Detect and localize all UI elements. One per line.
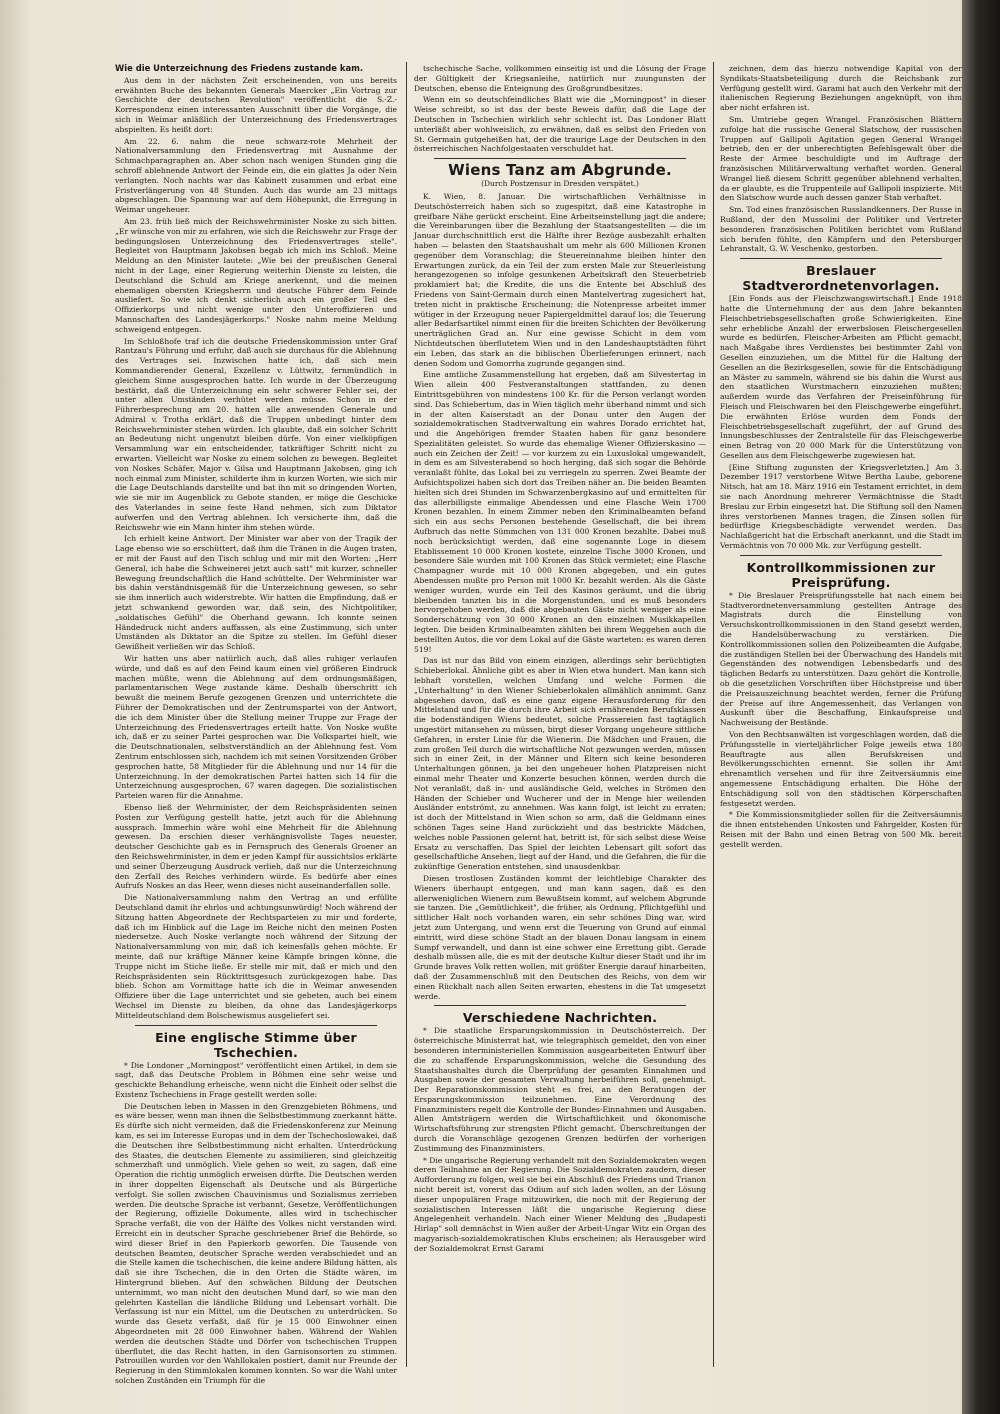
- article-headline: Wiens Tanz am Abgrunde.: [448, 161, 672, 180]
- column-rule: [406, 62, 407, 1367]
- paragraph: Sm. Umtriebe gegen Wrangel. Französischen Blättern zufolge hat die russische General Slatschow, der russischen Truppen auf Gallipoli Agitation gegen General Wrangel betrieb, den er der unberechtigten Befehlsgewalt über die Reste der Armee beschuldigte und im Auftrage der französischen Militärverwaltung verhaftet worden. General Wrangel ließ diesem Schritt gegenüber ablehnend verhalten, da er glaubte, es die Truppenteile auf Gallipoli inspizierte. Mit den Slatschow wurde auch dessen ganzer Stab verhaftet.: [720, 114, 962, 203]
- article-headline: Verschiedene Nachrichten.: [462, 1010, 658, 1026]
- paragraph: * Die staatliche Ersparungskommission in Deutschösterreich. Der österreichische Ministerrat hat, wie telegraphisch gemeldet, den von einer besonderen interministeriellen Kommission ausgearbeiteten Entwurf über die zu schaffende Ersparungskommission, welche die Gesundung des Staatshaushaltes durch die Überprüfung der gesamten Einnahmen und Ausgaben sowie der gesamten Verwaltung herbeiführen soll, genehmigt. Der Reparationskommission steht es frei, an den Beratungen der Ersparungskommission teilzunehmen. Eine Verordnung des Finanzministers regelt die Kontrolle der Bundes-Einnahmen und Ausgaben. Allen Amtsträgern werden die Wirtschaftlichkeit und ökonomische Wirtschaftsführung zur strengsten Pflicht gemacht. Überschreitungen der durch die Voranschläge gezogenen Grenzen bedürfen der vorherigen Zustimmung des Finanzministers.: [414, 1026, 706, 1153]
- paragraph: Am 22. 6. nahm die neue schwarz-rote Mehrheit der Nationalversammlung den Friedensvertrag mit Ausnahme der Schmachparagraphen an. Aber schon nach wenigen Stunden ging die schroff ablehnende Antwort der Feinde ein, die ein glattes Ja oder Nein verlangten. Noch nachts war das Kabinett zusammen und erbat eine Fristverlängerung von 48 Stunden. Auch das wurde am 23 mittags abgeschlagen. Die Spannung war auf dem Höhepunkt, die Erregung in Weimar ungeheuer.: [115, 136, 397, 215]
- paragraph: * Die ungarische Regierung verhandelt mit den Sozialdemokraten wegen deren Teilnahme an der Regierung. Die Sozialdemokraten zaudern, dieser Aufforderung zu folgen, weil sie bei ein Abschluß des Friedens und Trianon nicht bereit ist, vorerst das Odium auf sich laden wollen, an der Lösung dieser unpopulären Frage mitzuwirken, die noch mit der Regierung der sozialistischen Interessen läßt die ungarische Regierung diese Angelegenheit verhandeln. Nach einer Wiener Meldung des „Budapesti Hirlap" soll demnächst in Wien außer der Arbeit-Ungar Witz ein Organ des magyarisch-sozialdemokratischen Klubs erscheinen; als Herausgeber wird der Sozialdemokrat Ernst Garami: [414, 1155, 706, 1253]
- article-headline: Breslauer Stadtverordnetenvorlagen.: [742, 263, 940, 294]
- article-body: [720, 294, 962, 551]
- paragraph: * Die Kommissionsmitglieder sollen für die Zeitversäumnis die ihnen entstehenden Unkosten und Fahrgelder, Kosten für Reisen mit der Bahn und einen Betrag von 500 Mk. bereit gestellt werden.: [720, 810, 962, 849]
- paragraph: Die Nationalversammlung nahm den Vertrag an und erfüllte Deutschland damit ihr ehrlos und achtungsunwürdig! Noch während der Sitzung hatten Abgeordnete der Rechtsparteien zu mir und forderte, daß ich im Hinblick auf die Lage im Reiche nicht den meinen Posten niedersetze. Auch Noske verlangte noch während der Sitzung der Nationalversammlung von mir, daß ich keinesfalls gehen möchte. Er meinte, daß nur kräftige Männer keine Kämpfe bringen könne, die Truppe nicht im Stiche ließe. Er stelle mir mit, daß er mich und den Reichspräsidenten sein Rücktrittsgesuch zurückgezogen habe. Das blieb. Schon am Vormittage hatte ich die in Weimar anwesenden Offiziere über die Lage unterrichtet und sie gebeten, auch bei einem Wechsel im Dienste zu bleiben, da ohne das Landesjägerkorps Mitteldeutschland dem Bolschewismus ausgeliefert sei.: [115, 893, 397, 1020]
- article-body: [414, 1026, 706, 1253]
- article-body: [414, 192, 706, 1001]
- article-body: [414, 64, 706, 154]
- divider: [135, 1025, 377, 1026]
- article-body: [720, 64, 962, 254]
- paragraph: Sm. Tod eines französischen Russlandkenners. Der Russe in Rußland, der den Mussolini der Politiker und Vertreter besonderen französischen Politiken berichtet vom Rußland sich berufen fühlte, den Kämpfern und den Petersburger Lehranstalt, G. W. Veschenko, gestorben.: [720, 205, 962, 254]
- paragraph: Diesen trostlosen Zuständen kommt der leichtlebige Charakter des Wieners überhaupt entgegen, und man kann sagen, daß es den allerweniglichen Wienern zum Bewußtsein kommt, auf welchem Abgrunde sie tanzen. Die „Gemütlichkeit", die früher, als Ordnung, Pflichtgefühl und sittlicher Halt noch vorhanden waren, ein sehr schönes Ding war, wird jetzt zum Untergang, und wenn erst die Teuerung von Grund auf einmal eintritt, wird diese schöne Stadt an der blauen Donau langsam in einem Sumpf verwandelt, und dann ist eine schwer eine Errettung gibt. Gerade deshalb müssen alle, die es mit der deutsche Kultur dieser Stadt und ihr im Grunde braves Volk retten wollen, mit größter Energie darauf hinarbeiten, daß der Zusammenschluß mit den Deutschen des Reichs, von dem wir einen Rückhalt nach allen Seiten erwarten, ehestens in die Tat umgesetzt werde.: [414, 873, 706, 1001]
- article-body: [720, 591, 962, 850]
- article-headline: Wie die Unterzeichnung des Friedens zustande kam.: [115, 63, 364, 73]
- paragraph: K. Wien, 8. Januar. Die wirtschaftlichen Verhältnisse in Deutschösterreich haben sich so zugespitzt, daß eine Katastrophe in greifbare Nähe gerückt erscheint. Eine Arbeitseinstellung jagt die andere; die Vereinbarungen über die Bezahlung der Staatsangestellten — die im Januar durchschnittlich erst die Hälfte ihrer Bezüge ausbezahlt erhalten haben — belasten den Staatshaushalt um mehr als 600 Millionen Kronen gegenüber dem Voranschlag; die Steuereinnahme bleiben hinter den Erwartungen zurück, da ein Teil der zum ersten Male zur Steuerleistung herangezogenen so infolge gesunkenen Arbeitskraft den Steuerbetrieb proklamiert hat; die Kredite, die uns die Entente bei Abschluß des Friedens von Saint-Germain durch einen Mantelvertrag zugesichert hat, treten nicht in praktische Erscheinung; die Notenpresse arbeitet immer wütiger in der Erzeugung neuer Papiergeldmittel darauf los; die Teuerung aller Bedarfsartikel nimmt einen für die breiten Schichten der Bevölkerung unerträglichen Grad an. Nur eine gewisse Schicht in dem vom Nichtdeutschen überflutetem Wien und in den Landeshauptstädten führt ein Leben, das stark an die biblischen Überlieferungen erinnert, nach denen Sodom und Gomorrha zugrunde gegangen sind.: [414, 191, 706, 368]
- divider: [740, 555, 942, 556]
- paragraph: tschechische Sache, vollkommen einseitig ist und die Lösung der Frage der Gültigkeit der Kriegsanleihe, natürlich nur zuungunsten der Deutschen, ebenso die Enteignung des Großgrundbesitzes.: [414, 64, 706, 93]
- paragraph: Am 23. früh ließ mich der Reichswehrminister Noske zu sich bitten. „Er wünsche von mir zu erfahren, wie sich die Reichswehr zur Frage der bedingungslosen Unterzeichnung des Friedensvertrages stelle". Begleitet von Hauptmann Jakobsen begab ich mich ins Schloß. Meine Meldung an den Minister lautete: „Wie bei der preußischen General nicht in der Lage, einer Regierung weiterhin Dienste zu leisten, die Deutschland die Schuld am Kriege anerkennt, und die meinen ehemaligen obersten Kriegsherrn und deutsche Führer dem Feinde ausliefert. So wie ich denkt sicherlich auch ein großer Teil des Offizierkorps und nicht wenige unter den Unteroffizieren und Mannschaften des Landesjägerkorps." Noske nahm meine Meldung schweigend entgegen.: [115, 216, 397, 334]
- book-spine-shadow: [962, 0, 1000, 1414]
- article-headline: Kontrollkommissionen zur Preisprüfung.: [746, 559, 936, 590]
- paragraph: Wenn ein so deutschfeindliches Blatt wie die „Morningpost" in dieser Weise schreibt, so ist das der beste Beweis dafür, daß die Lage der Deutschen in Tschechien wirklich sehr schlecht ist. Das Londoner Blatt unterläßt aber wohlweislich, zu erwähnen, daß es selbst den Frieden von St. Germain gutgeheißen hat, der die traurige Lage der Deutschen in den österreichischen Nachfolgestaaten verschuldet hat.: [414, 95, 706, 154]
- article-headline: Eine englische Stimme über Tschechien.: [155, 1029, 357, 1060]
- paragraph: Ebenso ließ der Wehrminister, der dem Reichspräsidenten seinen Posten zur Verfügung gestellt hatte, jetzt auch für die Ablehnung aussprach. Immerhin wäre wohl eine Mehrheit für die Ablehnung gewesen. Da erschien dieser verhängnisvollste Tages neuester, deutscher Geschichte gab es in Fernspruch des Generals Groener an den Reichswehrminister, in dem er jeden Kampf für aussichtslos erklärte und seiner Überzeugung Ausdruck verlieh, daß nur die Unterzeichnung den Zerfall des Reiches verhindern würde. Es bedürfe aber eines Aufrufs Noskes an das Heer, wenn dieses nicht auseinanderfallen solle.: [115, 802, 397, 891]
- divider: [434, 158, 686, 159]
- paragraph: Das ist nur das Bild von einem einzigen, allerdings sehr berüchtigten Schieberlokal. Ähnliche gibt es aber in Wien etwa hundert. Man kann sich lebhaft vorstellen, welchen Umfang und welche Formen die „Unterhaltung" in den Wiener Schieberlokalen allmählich annimmt. Ganz abgesehen davon, daß es eine ganz eigene Herausforderung für den Mittelstand und für die durch ihre Arbeit sich ernährenden Berufsklassen die bodenständigen Wiens bedeutet, solche Prassereien fast tagtäglich ungestört mitansehen zu müssen, birgt dieser Vorgang ungeheure sittliche Gefahren, in erster Linie für die Wienerin. Die Mädchen und Frauen, die zum großen Teil durch die wirtschaftliche Not gezwungen werden, müssen sich in einer Zeit, in der Männer und Eltern sich keine besonderen Unterhaltungen gönnen, ja bei den ungeheuer hohen Platzpreisen nicht einmal mehr Theater und Konzerte besuchen können, werden durch die Not veranlaßt, daß in- und ausländische Geld, welches in Strömen den Händen der Schieber und Wucherer und der in Menge hier weilenden Ausländer entströmt, zu annehmen. Was kann folgt, ist leicht zu erraten; ist doch der Mittelstand in Wien schon so arm, daß die Geldmann eines schönen Tages seine Hand zurückzieht und das bestrickte Mädchen, welches noble Passionen gelernt hat, betritt ist, für sich selbst diese Weise Ersatz zu verschaffen. Das Spiel der leichten Lebensart gilt sofort das gesellschaftliche Ansehen, liegt auf der Hand, und die Gefahren, die für die zukünftige Generation entstehen, sind unausdenkbar.: [414, 656, 706, 872]
- divider: [434, 1005, 686, 1006]
- column-2: [414, 64, 706, 1374]
- article-body: [115, 76, 397, 1021]
- divider: [740, 258, 942, 259]
- paragraph: Ich erhielt keine Antwort. Der Minister war aber von der Tragik der Lage ebenso wie so erschüttert, daß ihm die Tränen in die Augen traten, er mit der Faust auf den Tisch schlug und mir mit den Worten: „Herr General, ich habe die Schweinerei jetzt auch satt" mit kurzer, schneller Bewegung freundschaftlich die Hand schüttelte. Der Wehrminister war bis dahin verständnisgemäß für die Unterzeichnung gewesen, so sehr sie ihm innerlich auch widerstrebte. Wir hatten die Empfindung, daß er jetzt schwankend geworden war, daß sein, des Nichtpolitiker, „soldatisches Gefühl" die Oberhand gewann. Ich konnte seinen Händedruck nicht anders auffassen, als eine Zustimmung, sich unter Umständen als Diktator an die Spitze zu stellen. Im Gefühl dieser Gewißheit verließen wir das Schloß.: [115, 534, 397, 652]
- paragraph: [Ein Fonds aus der Fleischzwangswirtschaft.] Ende 1918 hatte die Unternehmung der aus dem Jahre bekannten Fleischbetriebsgesellschaften große Schwierigkeiten. Eine sehr erhebliche Anzahl der erwerbslosen Fleischergesellen wurde es bedürfen, Fleischer-Arbeiten am Pflicht gemacht, nach Maßgabe ihres Verdienstes bei bestimmter Zahl von Gesellen einzuziehen, um die Mittel für die Haltung der Gesellen an die Bezirksgesellen, sowie für die Entschädigung an Mäster zu sammeln, während sie bis dahin die Wurst aus den staatlichen Wurstmachern einzuziehen mußten; außerdem wurde das Verfahren der Preiseinführung für Fleisch und Fleischwaren bei den Fleischgewerbe eingeführt. Die erwähnten Erlöse wurden dem Fonds der Fleischbetriebsgesellschaft zugeführt, der auf Grund des Innungsbeschlusses der Zentralstelle für das Fleischgewerbe einen Betrag von 20 000 Mark für die Unterstützung von Gesellen aus dem Fleischgewerbe zugewiesen hat.: [720, 294, 962, 460]
- article-body: [115, 1061, 397, 1386]
- paragraph: Aus dem in der nächsten Zeit erscheinenden, von uns bereits erwähnten Buche des bekannten Generals Maercker „Ein Vortrag zur Geschichte der deutschen Revolution" veröffentlicht die S.-Z.-Korrespondenz einen interessanten Ausschnitt über die Vorgänge, die sich in Weimar anläßlich der Unterzeichnung des Friedensvertrages abspielten. Es heißt dort:: [115, 75, 397, 134]
- column-1: [115, 63, 397, 1385]
- paragraph: [Eine Stiftung zugunsten der Kriegsverletzten.] Am 3. Dezember 1917 verstorbene Witwe Bertha Laube, geborene Nitsch, hat am 18. März 1916 ein Testament errichtet, in dem sie nach Anordnung mehrerer Vermächtnisse die Stadt Breslau zur Erbin eingesetzt hat. Die Stiftung soll den Namen ihres verstorbenen Mannes tragen, die Zinsen sollen für bedürftige Kriegsbeschädigte verwendet werden. Das Nachlaßgericht hat die Erbschaft anerkannt, und die Stadt im Vermächtnis von 70 000 Mk. zur Verfügung gestellt.: [720, 462, 962, 551]
- paragraph: zeichnen, dem das hierzu notwendige Kapital von der Syndikats-Staatsbeteiligung durch die Reichsbank zur Verfügung gestellt wird. Garami hat auch den Verkehr mit der italienischen Regierung Beziehungen angeknüpft, von ihm aber nicht erfahren ist.: [720, 64, 962, 113]
- column-3: [720, 64, 962, 1374]
- column-rule: [713, 62, 714, 1367]
- paragraph: Im Schloßhofe traf ich die deutsche Friedenskommission unter Graf Rantzau's Führung und erfuhr, daß auch sie durchaus für die Ablehnung des Vertrages sei. Inzwischen hatte ich, daß sich mein Kommandierender General, Exzellenz v. Lüttwitz, fernmündlich in gleichem Sinne ausgesprochen hatte. Ich wurde in der Überzeugung bestärkt, daß die Unterzeichnung ein sehr schwerer Fehler sei, der unter allen Umständen verhütet werden müsse. Schon in der Führerbesprechung am 20. hatten alle anwesenden Generale und Admiral v. Trotha erklärt, daß die Truppen unbedingt hinter dem Reichswehrminister stehen würden. Ich glaubte, daß ein solcher Schritt an Bedeutung nicht ungenutzt bleiben dürfe. Von einer vielköpfigen Versammlung war ein entscheidender, tatkräftiger Schritt nicht zu erwarten. Vielleicht war Noske zu einem solchen zu bewegen. Begleitet von Noskes Schäfer, Major v. Gilsa und Hauptmann Jakobsen, ging ich noch einmal zum Minister, schilderte ihm in kurzen Worten, wie sich mir die Lage Deutschlands darstellte und bat ihn mit so dringenden Worten, wie sie mir im Augenblick zu Gebote standen, er möge die Geschicke des Vaterlandes in seine feste Hand nehmen, sich zum Diktator aufwerfen und den Vertrag ablehnen. Ich versicherte ihm, daß die Reichswehr wie ein Mann hinter ihm stehen würde.: [115, 336, 397, 532]
- dateline: (Durch Postzensur in Dresden verspätet.): [481, 179, 639, 189]
- paragraph: Die Deutschen leben in Massen in den Grenzgebieten Böhmens, und es wäre besser, wenn man ihnen die Selbstbestimmung zuerkannt hätte. Es dürfte sich nicht vermeiden, daß die Friedenskonferenz zur Meinung kam, es sei im Interesse Europas und in dem der Tschechoslowakei, daß die Deutschen ihre Selbstbestimmung nicht erhalten. Unterdrückung des Staates, die deutschen Elemente zu assimilieren, sind gleichzeitig schmerzhaft und unmöglich. Viele gehen so weit, zu sagen, daß eine Operation die richtig unmöglich erweisen dürfte. Die Deutschen werden in ihrer doppelten Eigenschaft als Deutsche und als Bürgerliche verfolgt. Sie sollen zwischen Chauvinismus und Sozialismus zerrieben werden. Die deutsche Sprache ist verbannt, Gesetze, Veröffentlichungen der Regierung, offizielle Dokumente, alles wird in tschechischer Sprache verfaßt, die von der Hälfte des Volkes nicht verstanden wird. Erreicht ein in deutscher Sprache geschriebener Brief die Behörde, so wird dieser Brief in den Papierkorb geworfen. Die Tausende von deutschen Beamten, deutscher Sprache werden verabschiedet und an die Stelle kamen die tschechischen, die keine andere Bildung hätten, als daß sie ihre Tschechen, die in den Orten die Städte wären, im Hintergrund blieben. Auf den schwächen Bildung der Deutschen unternimmt, wo man nicht den deutschen Mund darf, so wie man den gelehrten Kastellan die ländliche Bildung und Lebensart vorhält. Die Verfassung ist nur ein Mittel, um die Deutschen zu unterdrücken. So wurde das Gesetz verfaßt, daß für je 15 000 Einwohner einen Abgeordneten mit 28 000 Einwohner haben. Während der Wahlen werden die deutschen Städte und Dörfer von tschechischen Truppen überflutet, die das Recht hatten, in den Garnisonsorten zu stimmen. Patrouillen wurden vor den Wahllokalen postiert, damit nur Freunde der Regierung in den Stimmlokalen kommen konnten. So war die Wahl unter solchen Zuständen ein Triumph für die: [115, 1101, 397, 1385]
- paragraph: Wir hatten uns aber natürlich auch, daß alles ruhiger verlaufen würde, und daß es auf den Feind kaum einen viel größeren Eindruck machen müßte, wenn die Ablehnung auf dem ordnungsmäßigen, parlamentarischen Wege zustande käme. Deshalb überschritt ich bewußt die meinem Berufe gezogenen Grenzen und unterrichtete die Führer der Demokratischen und der Zentrumspartei von der Antwort, die ich dem Minister über die Stellung meiner Truppe zur Frage der Unterzeichnung des Friedensvertrages erteilt hatte. Von Noske wußte ich, daß er zu seiner Partei gesprochen war. Die Volkspartei hielt, wie die Deutschnationalen, selbstverständlich an der Ablehnung fest. Vom Zentrum entschlossen sich, nachdem ich mit seinen Vorsitzenden Gröber gesprochen hatte, 58 Mitglieder für die Ablehnung und nur 14 für die Unterzeichnung. In der demokratischen Partei hatten sich 14 für die Unterzeichnung ausgesprochen, 67 waren dagegen. Die sozialistischen Parteien waren für die Annahme.: [115, 654, 397, 801]
- paragraph: * Die Breslauer Preisprüfungsstelle hat nach einem bei Stadtverordnetenversammlung gestellten Antrage des Magistrats durch die Einstellung von Versuchskontrollkommissionen in den Stand gesetzt werden, die Handelsüberwachung zu verstärken. Die Kontrollkommissionen sollen den Polizeibeamten die Aufgabe, die zuständigen Stellen bei der Überwachung des Handels mit Gegenständen des notwendigen Lebensbedarfs und des täglichen Bedarfs zu unterstützen. Dazu gehört die Kontrolle, ob die gesetzlichen Vorschriften über Höchstpreise und über die Preisauszeichnung beachtet werden, ferner die Prüfung der Preise auf ihre Angemessenheit, das Verlangen von Auskunft über die Beschaffung, Einkaufspreise und Nachweisung der Bestände.: [720, 590, 962, 728]
- paragraph: * Die Londoner „Morningpost" veröffentlicht einen Artikel, in dem sie sagt, daß das Deutsche Problem in Böhmen eine sehr weise und geschickte Behandlung erheische, wenn nicht die Einheit oder selbst die Existenz Tschechiens in Frage gestellt werden solle:: [115, 1060, 397, 1099]
- paragraph: Von den Rechtsanwälten ist vorgeschlagen worden, daß die Prüfungsstelle in vierteljährlicher Folge jeweils etwa 180 Beauftragte aus allen Berufskreisen und Bevölkerungsschichten ernennt. Sie sollen ihr Amt ehrenamtlich versehen und für ihre Zeitversäumnis eine angemessene Entschädigung erhalten. Die Höhe der Entschädigung soll von den städtischen Körperschaften festgesetzt werden.: [720, 730, 962, 808]
- paragraph: Eine amtliche Zusammenstellung hat ergeben, daß am Silvestertag in Wien allein 400 Festveranstaltungen stattfanden, zu denen Eintrittsgebühren von mindestens 100 Kr. für die Person verlangt worden sind. Das Schiebertum, das in Wien täglich mehr überhand nimmt und sich in der alten Kaiserstadt an der Donau unter den Augen der sozialdemokratischen Stadtverwaltung ein wahres Dorado errichtet hat, und die Angehörigen fremder Staaten haben für ganz besondere Spezialitäten geleistet. So wurde das ehemalige Wiener Offizierskasino — auch ein Zeichen der Zeit! — vor kurzem zu ein Luxuslokal umgewandelt, in dem es am Silvesterabend so hoch herging, daß sich sogar die Behörde veranlaßt fühlte, das Lokal bei zu verriegeln zu sperren. Zwei Beamte der Aufsichtspolizei haben sich dort das Treiben näher an. Die beiden Beamten hielten sich drei Stunden im Schwarzenbergkasino auf und ermittelten für das allerbilligste einmalige Abendessen und eine Flasche Wein 1700 Kronen bezahlen. In einem Zimmer neben den Kriminalbeamten befand sich ein aus sechs Personen bestehende Gesellschaft, die bei ihrem Aufbruch das nette Sümmchen von 131 000 Kronen bezahlte. Dabei muß noch berücksichtigt werden, daß eine sogenannte Loge in diesem Etablissement 10 000 Kronen kostete, einzelne Tische 3000 Kronen, und besondere Säle wurden mit 100 Kronen das Stück vermietet; eine Flasche Champagner wurde mit 10 000 Kronen abgegeben, und ein gutes Abendessen mußte pro Person mit 1000 Kr. bezahlt werden. Als die Gäste weniger wurden, wurde ein Teil des Kasinos geräumt, und die übrig bleibenden tanzten bis in die Morgenstunden, und es muß besonders hervorgehoben werden, daß die abgebauten Gäste nicht weniger als eine Sonderschätzung von 30 000 Kronen an den einzelnen Musikkapellen legten. Die beiden Kriminalbeamten zählten bei ihrem Weggehen auch die bestellten Autos, die vor dem Lokal auf die Gäste warteten: es waren deren 519!: [414, 370, 706, 654]
